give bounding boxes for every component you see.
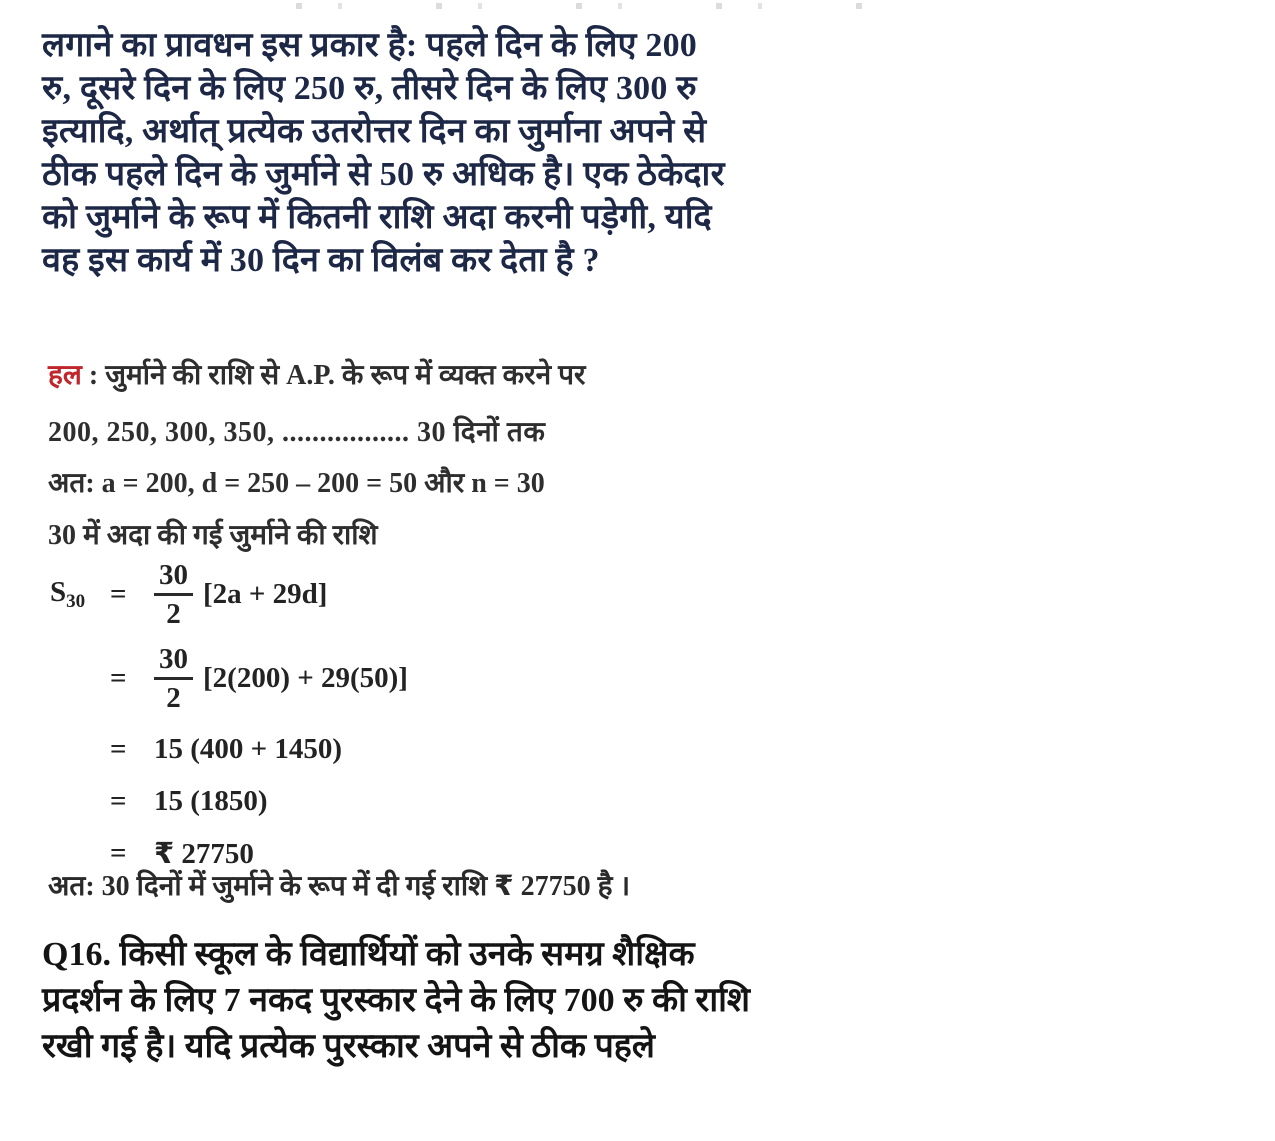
intro-line: रु, दूसरे दिन के लिए 250 रु, तीसरे दिन के लिए 300 रु — [42, 70, 697, 107]
ap-sequence-line: 200, 250, 300, 350, ................. 30 दिनों तक — [48, 417, 546, 448]
intro-line: को जुर्माने के रूप में कितनी राशि अदा करनी पड़ेगी, यदि — [42, 199, 712, 236]
solution-label: हल — [48, 360, 82, 391]
next-question-line: प्रदर्शन के लिए 7 नकद पुरस्कार देने के लिए 700 रु की राशि — [42, 982, 751, 1019]
derivation-step-2 — [50, 644, 408, 714]
sum-symbol: $S_{30}$ — [50, 576, 86, 613]
equals-sign: = — [110, 785, 127, 818]
step-expression: 15 (1850) — [154, 785, 268, 818]
solution-intro-text: जुर्माने की राशि से A.P. के रूप में व्यक्त करने पर — [105, 360, 586, 391]
derivation-step-1 — [50, 560, 408, 630]
equals-sign: = — [110, 578, 127, 611]
fraction-numerator: 30 — [154, 560, 193, 596]
fraction — [154, 560, 193, 630]
solution-label-separator: : — [81, 360, 106, 391]
derivation-step-3 — [50, 728, 408, 772]
sum-symbol-subscript: 30 — [66, 591, 86, 613]
step-expression: [2(200) + 29(50)] — [203, 662, 408, 695]
intro-line: वह इस कार्य में 30 दिन का विलंब कर देता है ? — [42, 242, 600, 279]
fraction-numerator: 30 — [154, 644, 193, 680]
fraction-denominator: 2 — [166, 682, 181, 715]
equals-sign: = — [110, 662, 127, 695]
equals-sign: = — [110, 733, 127, 766]
fraction — [154, 644, 193, 714]
intro-line: इत्यादि, अर्थात् प्रत्येक उतरोत्तर दिन का जुर्माना अपने से — [42, 113, 707, 150]
derivation-step-4 — [50, 780, 408, 824]
step-expression: 15 (400 + 1450) — [154, 733, 343, 766]
conclusion-line: अत: 30 दिनों में जुर्माने के रूप में दी गई राशि ₹ 27750 है । — [48, 871, 631, 902]
next-question-paragraph — [42, 932, 942, 1070]
ap-values-line: अत: a = 200, d = 250 – 200 = 50 और n = 30 — [48, 468, 545, 499]
step-result-amount: ₹ 27750 — [154, 838, 254, 871]
intro-line: लगाने का प्रावधन इस प्रकार है: पहले दिन के लिए 200 — [42, 27, 697, 64]
derivation-block — [50, 560, 408, 884]
question-intro-paragraph — [42, 24, 872, 282]
equals-sign: = — [110, 837, 127, 870]
intro-line: ठीक पहले दिन के जुर्माने से 50 रु अधिक है। एक ठेकेदार — [42, 156, 725, 193]
sum-intro-line: 30 में अदा की गई जुर्माने की राशि — [48, 520, 378, 551]
cropped-line-artifact — [250, 3, 870, 9]
next-question-line: रखी गई है। यदि प्रत्येक पुरस्कार अपने से ठीक पहले — [42, 1028, 655, 1065]
fraction-denominator: 2 — [166, 598, 181, 631]
step-expression: [2a + 29d] — [203, 578, 328, 611]
solution-intro-line — [48, 355, 585, 393]
next-question-line: Q16. किसी स्कूल के विद्यार्थियों को उनके समग्र शैक्षिक — [42, 936, 695, 973]
